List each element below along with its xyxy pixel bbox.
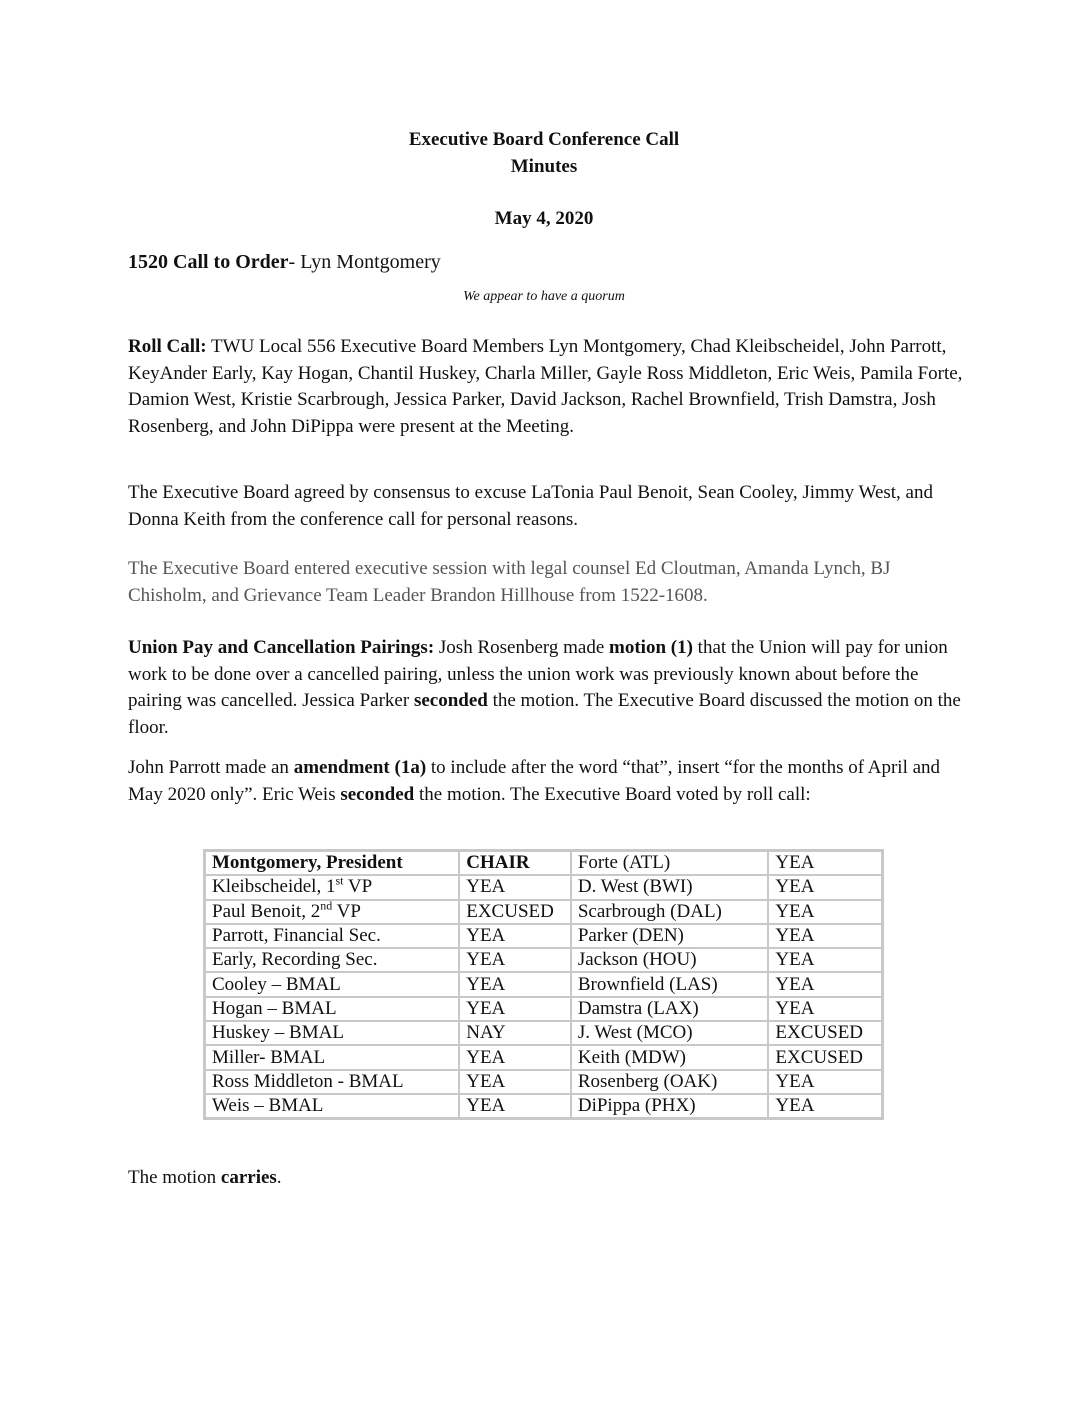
roll-call-paragraph xyxy=(128,334,963,440)
motion-seconded: seconded xyxy=(413,690,488,711)
member-vote: YEA xyxy=(768,900,882,924)
member-vote: YEA xyxy=(459,997,571,1021)
member-name: Ross Middleton - BMAL xyxy=(205,1070,460,1094)
member-vote: EXCUSED xyxy=(459,900,571,924)
table-row xyxy=(205,1021,883,1045)
call-to-order-presider: - Lyn Montgomery xyxy=(288,251,441,273)
member-name: Rosenberg (OAK) xyxy=(571,1070,769,1094)
member-vote: YEA xyxy=(768,875,882,899)
member-vote: YEA xyxy=(459,875,571,899)
meeting-date: May 4, 2020 xyxy=(494,208,594,229)
document-subtitle: Minutes xyxy=(510,156,578,177)
amendment-text-3: the motion. The Executive Board voted by roll call: xyxy=(414,783,811,805)
executive-session-paragraph: The Executive Board entered executive session with legal counsel Ed Cloutman, Amanda Lynch, BJ Chisholm, and Grievance Team Leader Brandon Hillhouse from 1522-1608. xyxy=(128,558,891,606)
member-name: J. West (MCO) xyxy=(571,1021,769,1045)
result-text-2: . xyxy=(276,1167,282,1188)
member-name: Hogan – BMAL xyxy=(205,997,460,1021)
call-to-order xyxy=(128,249,963,276)
motion-heading: Union Pay and Cancellation Pairings: xyxy=(128,637,435,658)
member-vote: CHAIR xyxy=(459,851,571,876)
table-row xyxy=(205,924,883,948)
table-row xyxy=(205,948,883,972)
motion-text-1: Josh Rosenberg made xyxy=(434,637,610,658)
document-title: Executive Board Conference Call xyxy=(408,129,680,150)
result-outcome: carries xyxy=(220,1167,277,1188)
member-vote: YEA xyxy=(768,972,882,996)
roll-call-text: TWU Local 556 Executive Board Members Lyn Montgomery, Chad Kleibscheidel, John Parrott, KeyAnder Early, Kay Hogan, Chantil Huskey, Charla Miller, Gayle Ross Middleton, Eric Weis, Pamila Forte, Damion West, Kristie Scarbrough, Jessica Parker, David Jackson, Rachel Brownfield, Trish Damstra, Josh Rosenberg, and John DiPippa were present at the Meeting. xyxy=(128,336,963,437)
member-vote: YEA xyxy=(768,948,882,972)
amendment-seconded: seconded xyxy=(340,783,415,805)
member-vote: YEA xyxy=(459,948,571,972)
call-to-order-label: 1520 Call to Order xyxy=(128,251,289,273)
table-row xyxy=(205,1045,883,1069)
member-name: Cooley – BMAL xyxy=(205,972,460,996)
member-vote: EXCUSED xyxy=(768,1045,882,1069)
motion-number: motion (1) xyxy=(609,637,693,658)
member-name: Forte (ATL) xyxy=(571,851,769,876)
table-row xyxy=(205,1070,883,1094)
member-name: Miller- BMAL xyxy=(205,1045,460,1069)
member-name: Paul Benoit, 2nd VP xyxy=(205,900,460,924)
member-vote: YEA xyxy=(459,972,571,996)
amendment-text-1: John Parrott made an xyxy=(128,757,294,778)
member-name: Early, Recording Sec. xyxy=(205,948,460,972)
member-vote: YEA xyxy=(768,1070,882,1094)
member-vote: YEA xyxy=(768,851,882,876)
roll-call-vote-table xyxy=(203,849,884,1120)
member-name: Montgomery, President xyxy=(205,851,460,876)
member-name: Kleibscheidel, 1st VP xyxy=(205,875,460,899)
table-row xyxy=(205,851,883,876)
motion-result xyxy=(128,1165,963,1192)
amendment-number: amendment (1a) xyxy=(293,757,427,778)
member-vote: EXCUSED xyxy=(768,1021,882,1045)
excused-paragraph: The Executive Board agreed by consensus to excuse LaTonia Paul Benoit, Sean Cooley, Jimmy West, and Donna Keith from the conference call for personal reasons. xyxy=(128,482,933,530)
member-vote: YEA xyxy=(459,1094,571,1119)
member-name: Weis – BMAL xyxy=(205,1094,460,1119)
member-vote: YEA xyxy=(768,1094,882,1119)
amendment-text-2: to include after the word “that”, insert “for the months of April and May 2020 only”. Eric Weis xyxy=(128,757,941,805)
table-row xyxy=(205,997,883,1021)
motion-text-2: that the Union will pay for union work to be done over a cancelled pairing, unless the union work was previously known about before the pairing was cancelled. Jessica Parker xyxy=(128,637,948,711)
table-row xyxy=(205,900,883,924)
member-vote: YEA xyxy=(768,997,882,1021)
motion-text-3: the motion. The Executive Board discussed the motion on the floor. xyxy=(128,690,961,738)
member-name: Jackson (HOU) xyxy=(571,948,769,972)
roll-call-label: Roll Call: xyxy=(128,336,207,357)
member-name: Huskey – BMAL xyxy=(205,1021,460,1045)
member-name: D. West (BWI) xyxy=(571,875,769,899)
member-vote: YEA xyxy=(459,1045,571,1069)
table-row xyxy=(205,875,883,899)
member-name: Parker (DEN) xyxy=(571,924,769,948)
table-row xyxy=(205,972,883,996)
motion-paragraph xyxy=(128,635,963,741)
quorum-note: We appear to have a quorum xyxy=(463,289,625,304)
table-row xyxy=(205,1094,883,1119)
result-text-1: The motion xyxy=(128,1167,221,1188)
member-name: Scarbrough (DAL) xyxy=(571,900,769,924)
member-name: DiPippa (PHX) xyxy=(571,1094,769,1119)
member-vote: YEA xyxy=(459,924,571,948)
member-name: Damstra (LAX) xyxy=(571,997,769,1021)
amendment-paragraph xyxy=(128,755,963,808)
member-name: Keith (MDW) xyxy=(571,1045,769,1069)
member-name: Brownfield (LAS) xyxy=(571,972,769,996)
member-vote: YEA xyxy=(459,1070,571,1094)
member-vote: YEA xyxy=(768,924,882,948)
member-name: Parrott, Financial Sec. xyxy=(205,924,460,948)
member-vote: NAY xyxy=(459,1021,571,1045)
